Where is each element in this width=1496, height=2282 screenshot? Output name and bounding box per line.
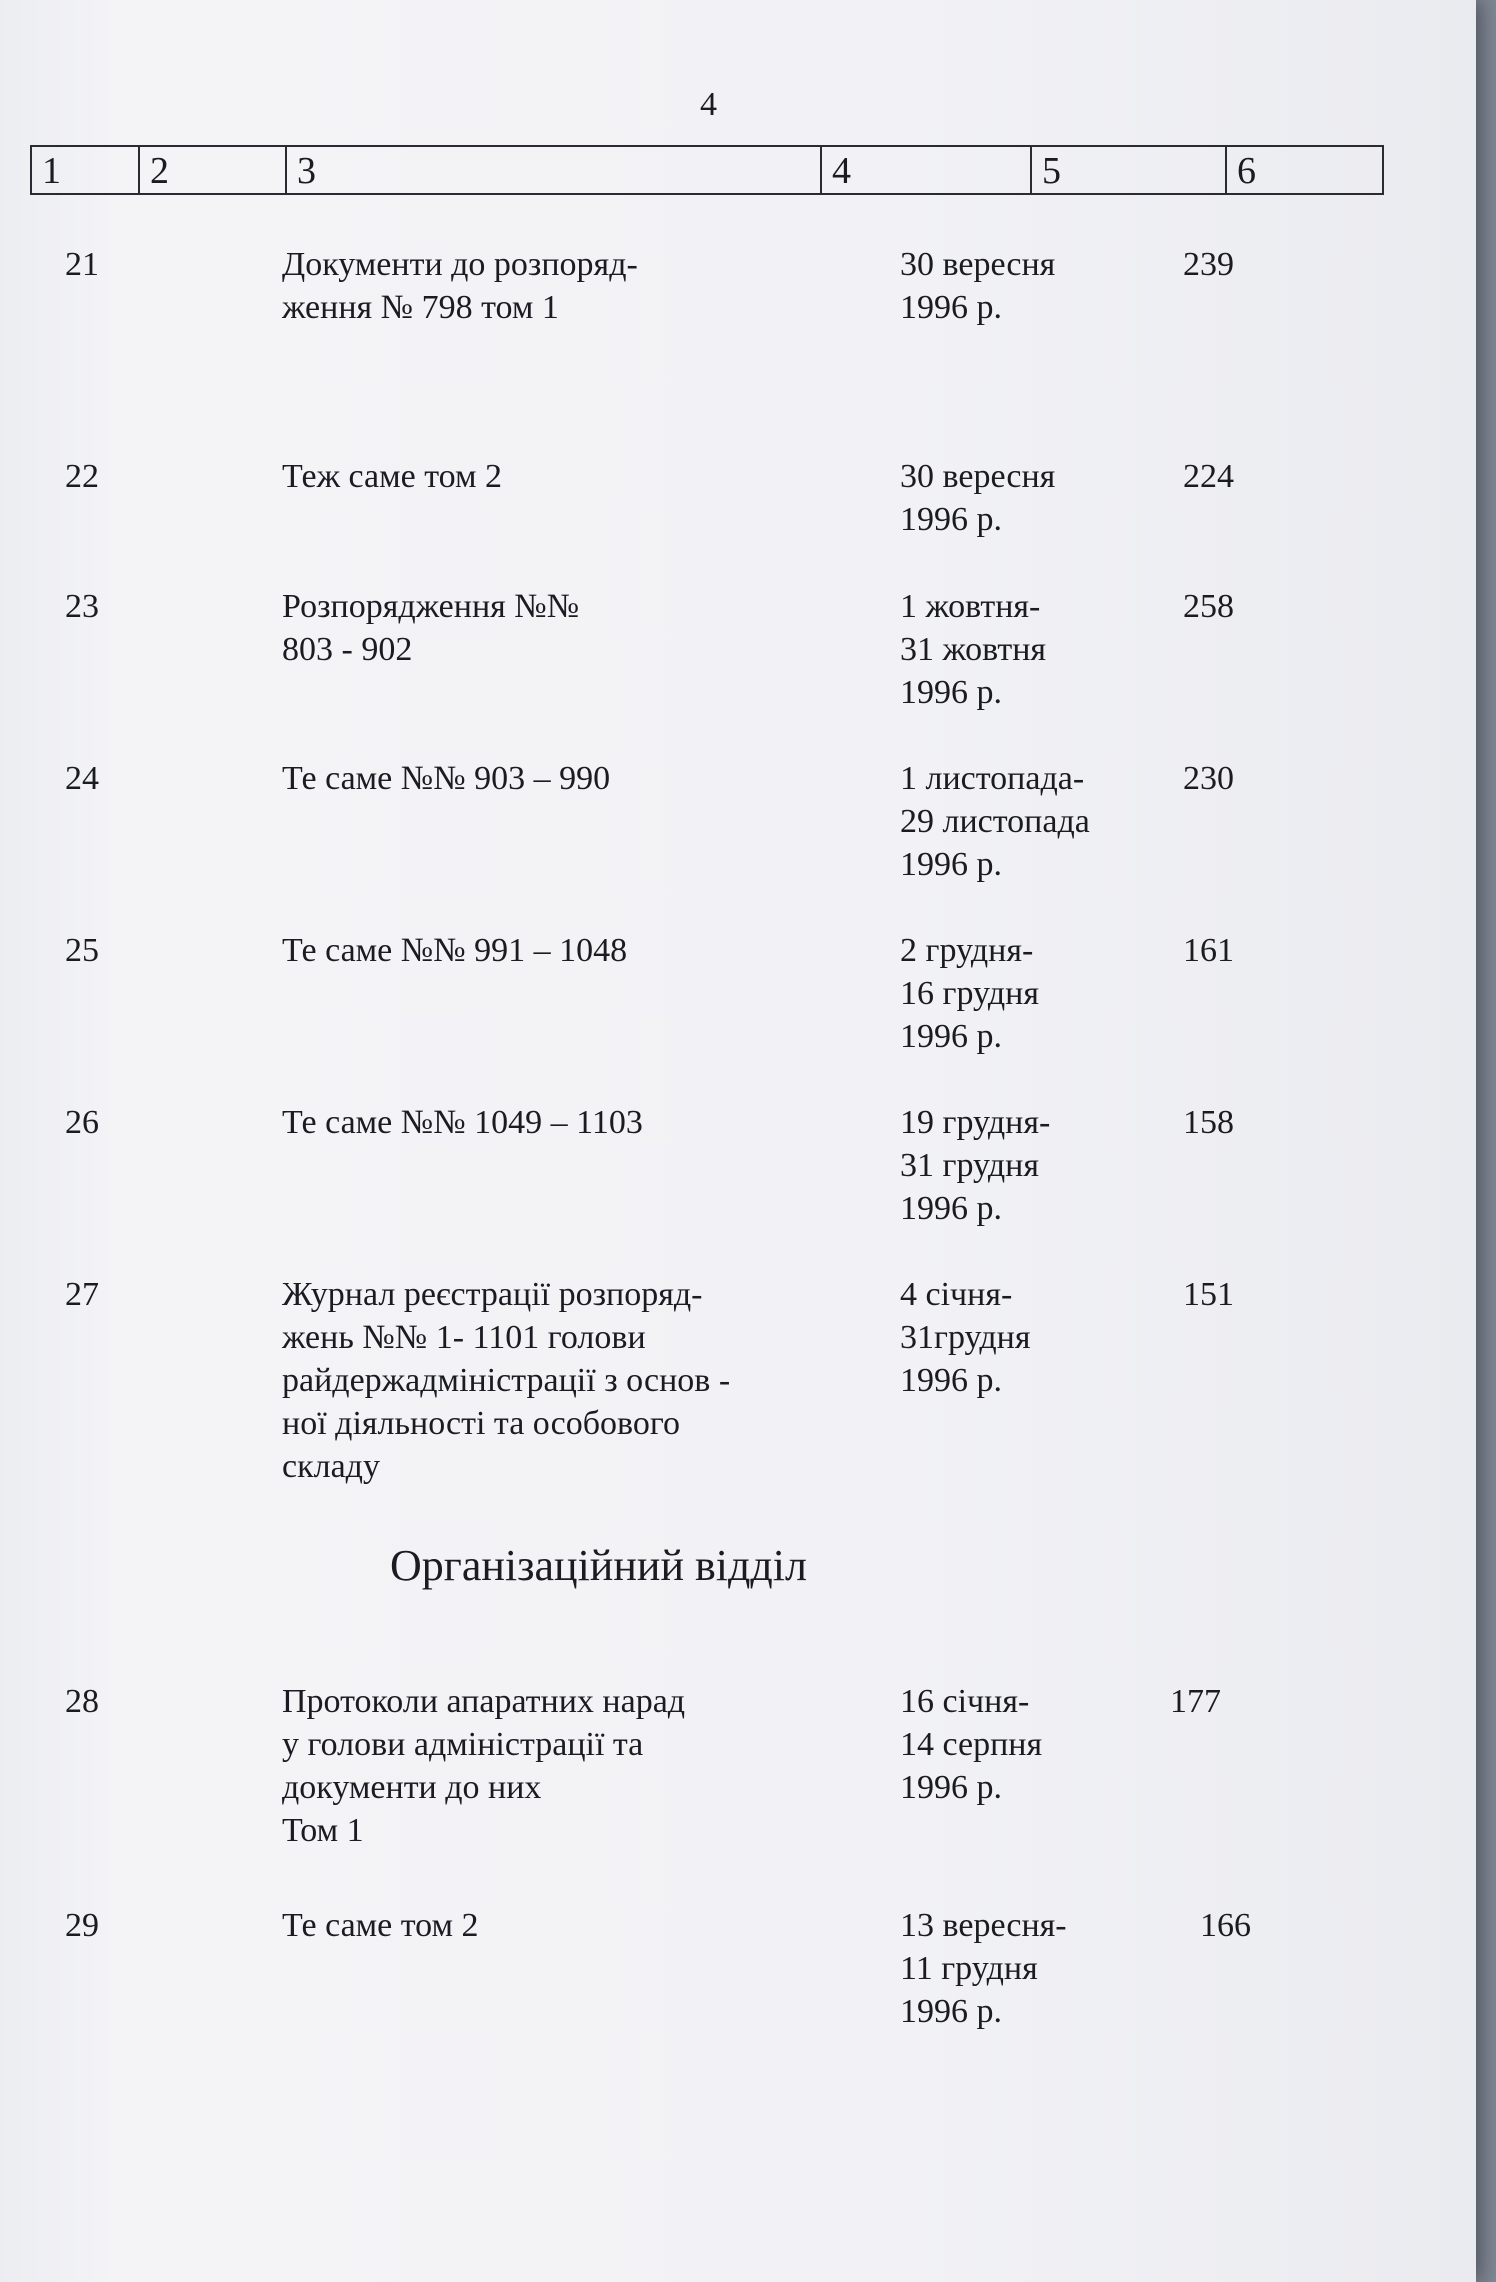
header-col-2: 2 (140, 147, 287, 193)
item-title: Документи до розпоряд- ження № 798 том 1 (282, 246, 638, 326)
item-sheet-count: 161 (1183, 932, 1234, 969)
table-header-row (30, 145, 1384, 195)
item-number: 24 (65, 760, 99, 797)
item-sheet-count: 258 (1183, 588, 1234, 625)
item-number: 21 (65, 246, 99, 283)
item-title: Те саме №№ 903 – 990 (282, 760, 611, 797)
item-sheet-count: 151 (1183, 1276, 1234, 1313)
item-dates: 1 жовтня- 31 жовтня 1996 р. (900, 588, 1047, 711)
page-number: 4 (700, 86, 717, 123)
item-number: 28 (65, 1683, 99, 1720)
item-sheet-count: 177 (1170, 1683, 1221, 1720)
item-dates: 30 вересня 1996 р. (900, 246, 1056, 326)
item-sheet-count: 230 (1183, 760, 1234, 797)
item-number: 25 (65, 932, 99, 969)
section-heading: Організаційний відділ (390, 1541, 807, 1590)
item-dates: 13 вересня- 11 грудня 1996 р. (900, 1907, 1067, 2030)
item-number: 23 (65, 588, 99, 625)
item-title: Протоколи апаратних нарад у голови адміністрації та документи до них Том 1 (282, 1683, 686, 1849)
item-sheet-count: 239 (1183, 246, 1234, 283)
item-dates: 2 грудня- 16 грудня 1996 р. (900, 932, 1039, 1055)
item-dates: 4 січня- 31грудня 1996 р. (900, 1276, 1031, 1399)
item-title: Теж саме том 2 (282, 458, 503, 495)
item-number: 27 (65, 1276, 99, 1313)
item-title: Те саме №№ 1049 – 1103 (282, 1104, 643, 1141)
header-col-5: 5 (1032, 147, 1227, 193)
item-number: 26 (65, 1104, 99, 1141)
header-col-1: 1 (32, 147, 140, 193)
header-col-6: 6 (1237, 150, 1256, 192)
item-dates: 19 грудня- 31 грудня 1996 р. (900, 1104, 1051, 1227)
item-sheet-count: 166 (1200, 1907, 1251, 1944)
header-col-3: 3 (287, 147, 822, 193)
item-dates: 30 вересня 1996 р. (900, 458, 1056, 538)
item-title: Журнал реєстрації розпоряд- жень №№ 1- 1101 голови райдержадміністрації з основ - ної діяльності та особового складу (282, 1276, 731, 1485)
item-dates: 16 січня- 14 серпня 1996 р. (900, 1683, 1043, 1806)
item-number: 29 (65, 1907, 99, 1944)
item-number: 22 (65, 458, 99, 495)
item-title: Те саме том 2 (282, 1907, 479, 1944)
header-col-4: 4 (822, 147, 1032, 193)
item-sheet-count: 224 (1183, 458, 1234, 495)
item-title: Розпорядження №№ 803 - 902 (282, 588, 580, 668)
item-sheet-count: 158 (1183, 1104, 1234, 1141)
item-title: Те саме №№ 991 – 1048 (282, 932, 628, 969)
item-dates: 1 листопада- 29 листопада 1996 р. (900, 760, 1090, 883)
